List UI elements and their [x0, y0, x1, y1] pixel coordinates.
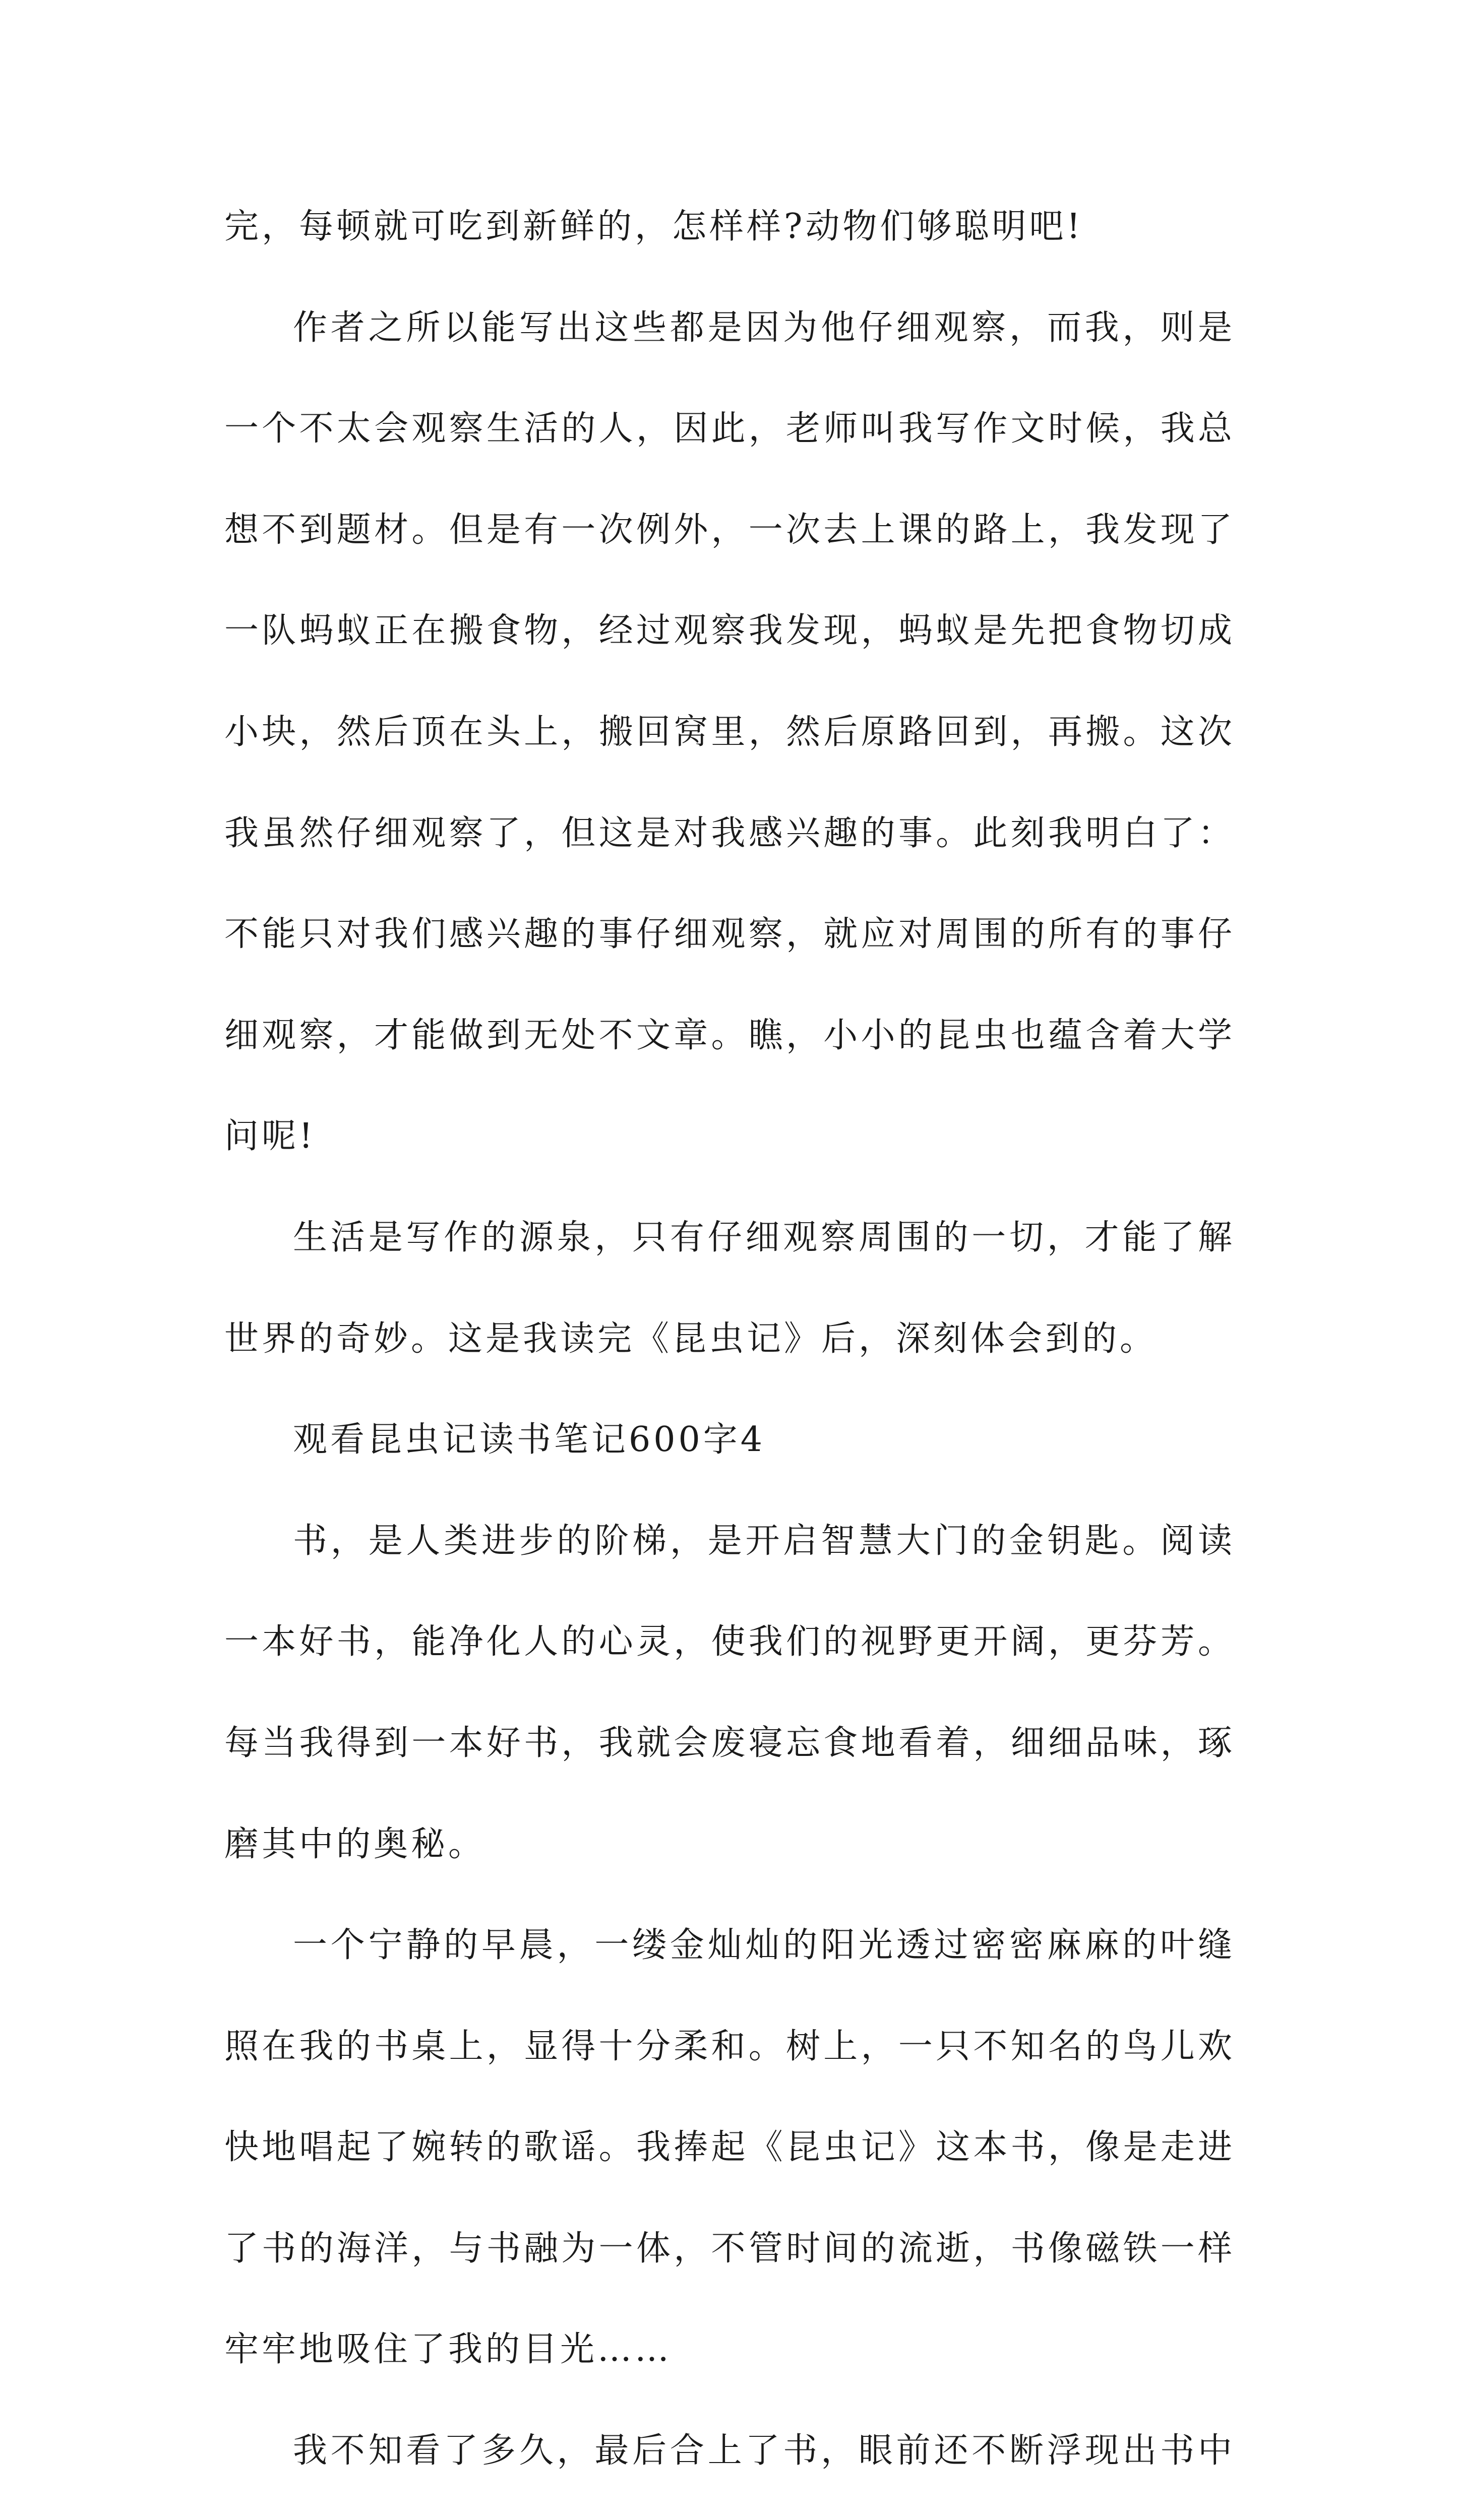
- paragraph-morning: 一个宁静的早晨，一缕金灿灿的阳光透过密密麻麻的叶缝照在我的书桌上，显得十分柔和。树上，一只不知名的鸟儿欢快地唱起了婉转的歌谣。我捧起《昆虫记》这本书，像是走进了书的海洋，与书融为一体，不管时间的流逝，书像磁铁一样牢牢地吸住了我的目光……: [224, 1925, 1235, 2370]
- document-body: [224, 176, 1235, 2520]
- paragraph-closing: 我不知看了多久，最后合上了书，眼前还不断浮现出书中: [293, 2431, 1235, 2471]
- paragraph-books: 书，是人类进步的阶梯，是开启智慧大门的金钥匙。阅读一本好书，能净化人的心灵，使我们的视野更开阔，更芬芳。每当我得到一本好书，我就会废寝忘食地看着，细细品味，琢磨其中的奥秘。: [224, 1521, 1235, 1864]
- paragraph-observation: 作者之所以能写出这些都是因为他仔细观察，而我，则是一个不太会观察生活的人，因此，老师叫我写作文时候，我总想不到题材。但是有一次例外，一次去上课的路上，我发现了一队蚂蚁正在搬食物，经过观察我发现，蚂蚁是先把食物切成小块，然后顶在头上，搬回窝里，然后原路回到，再搬。这次我虽然仔细观察了，但这是对我感兴趣的事。此刻我明白了：不能只对我们感兴趣的事仔细观察，就应对周围的所有的事仔细观察，才能做到无处不文章。瞧，小小的昆虫也蕴含着大学问呢!: [224, 307, 1235, 1157]
- paragraph-conclusion: 生活是写作的源泉，只有仔细观察周围的一切，才能了解世界的奇妙。这是我读完《昆虫记》后，深刻体会到的。: [224, 1217, 1235, 1359]
- paragraph-continuation: 完，每顿就可吃到新鲜的，怎样样?动物们够聪明吧!: [224, 207, 1083, 246]
- section-heading: 观看昆虫记读书笔记600字4: [293, 1420, 766, 1460]
